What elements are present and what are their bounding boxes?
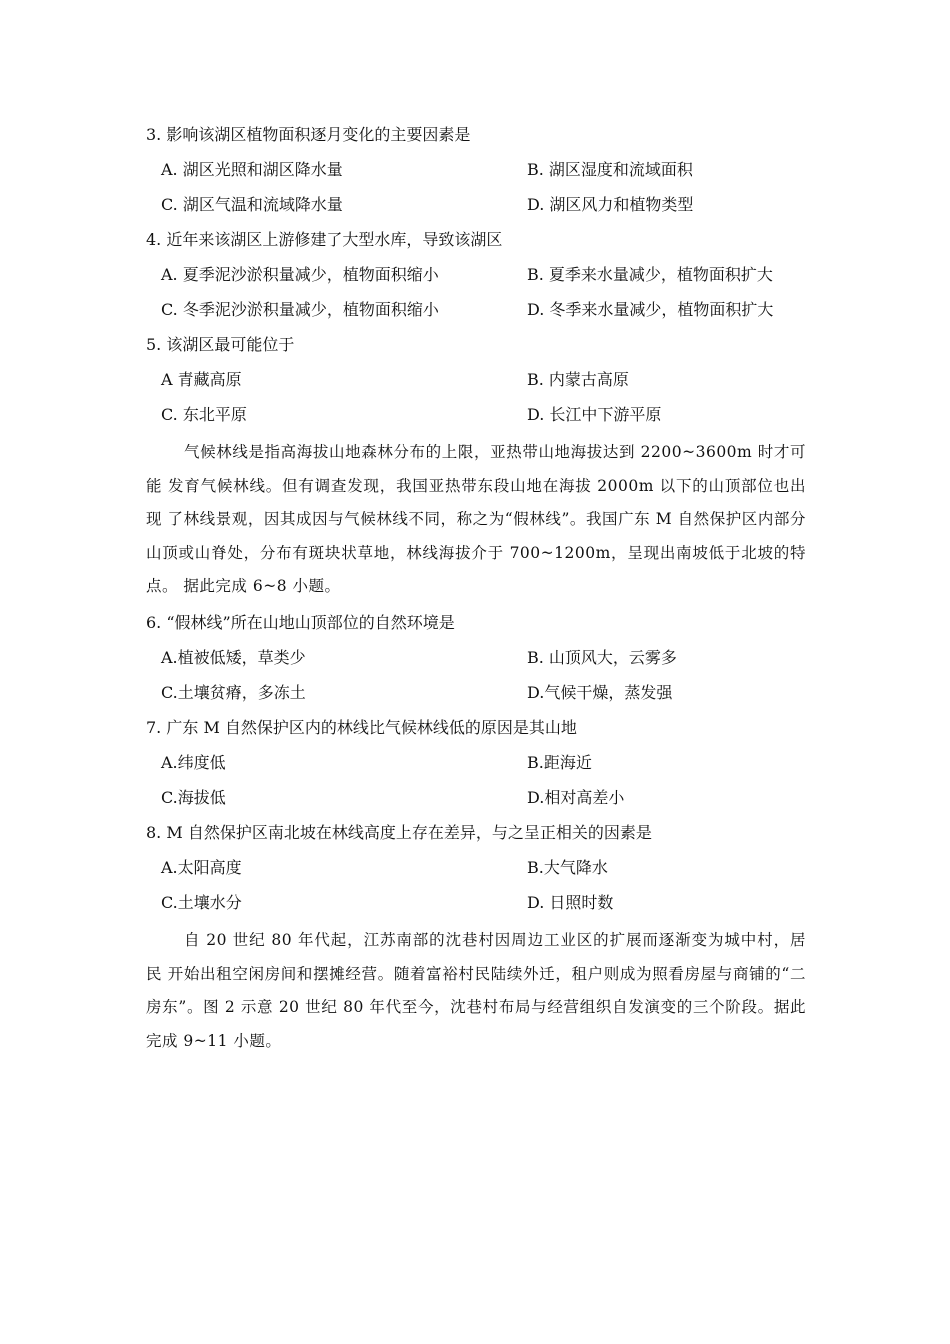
question-3-stem: 3. 影响该湖区植物面积逐月变化的主要因素是 xyxy=(146,125,471,144)
question-7-option-a: A.纬度低 xyxy=(161,753,226,772)
question-7-option-d: D.相对高差小 xyxy=(527,788,625,807)
question-7-option-b: B.距海近 xyxy=(527,753,592,772)
question-4-option-c: C. 冬季泥沙淤积量减少，植物面积缩小 xyxy=(161,300,439,319)
question-4-option-d: D. 冬季来水量减少，植物面积扩大 xyxy=(527,300,774,319)
question-6-stem: 6. “假林线”所在山地山顶部位的自然环境是 xyxy=(146,613,455,632)
question-5-option-a: A 青藏高原 xyxy=(161,370,242,389)
question-4-option-a: A. 夏季泥沙淤积量减少，植物面积缩小 xyxy=(161,265,439,284)
question-4-stem: 4. 近年来该湖区上游修建了大型水库，导致该湖区 xyxy=(146,230,503,249)
passage-urban-village: 自 20 世纪 80 年代起，江苏南部的沈巷村因周边工业区的扩展而逐渐变为城中村，居民 开始出租空闲房间和摆摊经营。随着富裕村民陆续外迁，租户则成为照看房屋与商铺的“二 房东”。图 2 示意 20 世纪 80 年代至今，沈巷村布局与经营组织自发演变的三个阶段。据此 完成 9~11 小题。 xyxy=(146,931,806,1050)
question-6-option-d: D.气候干燥，蒸发强 xyxy=(527,683,673,702)
question-3-option-c: C. 湖区气温和流域降水量 xyxy=(161,195,343,214)
question-5-stem: 5. 该湖区最可能位于 xyxy=(146,335,295,354)
question-8-stem: 8. M 自然保护区南北坡在林线高度上存在差异，与之呈正相关的因素是 xyxy=(146,823,652,842)
question-8-option-b: B.大气降水 xyxy=(527,858,608,877)
question-5-option-d: D. 长江中下游平原 xyxy=(527,405,662,424)
question-8-option-c: C.土壤水分 xyxy=(161,893,242,912)
question-5-option-b: B. 内蒙古高原 xyxy=(527,370,629,389)
question-6-option-a: A.植被低矮，草类少 xyxy=(161,648,306,667)
question-3-option-b: B. 湖区湿度和流域面积 xyxy=(527,160,693,179)
question-6-option-c: C.土壤贫瘠，多冻土 xyxy=(161,683,306,702)
passage-forest-line: 气候林线是指高海拔山地森林分布的上限，亚热带山地海拔达到 2200~3600m 时才可能 发育气候林线。但有调查发现，我国亚热带东段山地在海拔 2000m 以下的山顶部位也出现 了林线景观，因其成因与气候林线不同，称之为“假林线”。我国广东 M 自然保护区内部分 山顶或山脊处，分布有斑块状草地，林线海拔介于 700~1200m，呈现出南坡低于北坡的特点。 据此完成 6~8 小题。 xyxy=(146,443,806,595)
question-8-option-d: D. 日照时数 xyxy=(527,893,614,912)
question-8-option-a: A.太阳高度 xyxy=(161,858,242,877)
question-6-option-b: B. 山顶风大，云雾多 xyxy=(527,648,677,667)
question-3-option-a: A. 湖区光照和湖区降水量 xyxy=(161,160,343,179)
question-5-option-c: C. 东北平原 xyxy=(161,405,247,424)
question-3-option-d: D. 湖区风力和植物类型 xyxy=(527,195,694,214)
question-4-option-b: B. 夏季来水量减少，植物面积扩大 xyxy=(527,265,773,284)
question-7-stem: 7. 广东 M 自然保护区内的林线比气候林线低的原因是其山地 xyxy=(146,718,577,737)
question-7-option-c: C.海拔低 xyxy=(161,788,226,807)
